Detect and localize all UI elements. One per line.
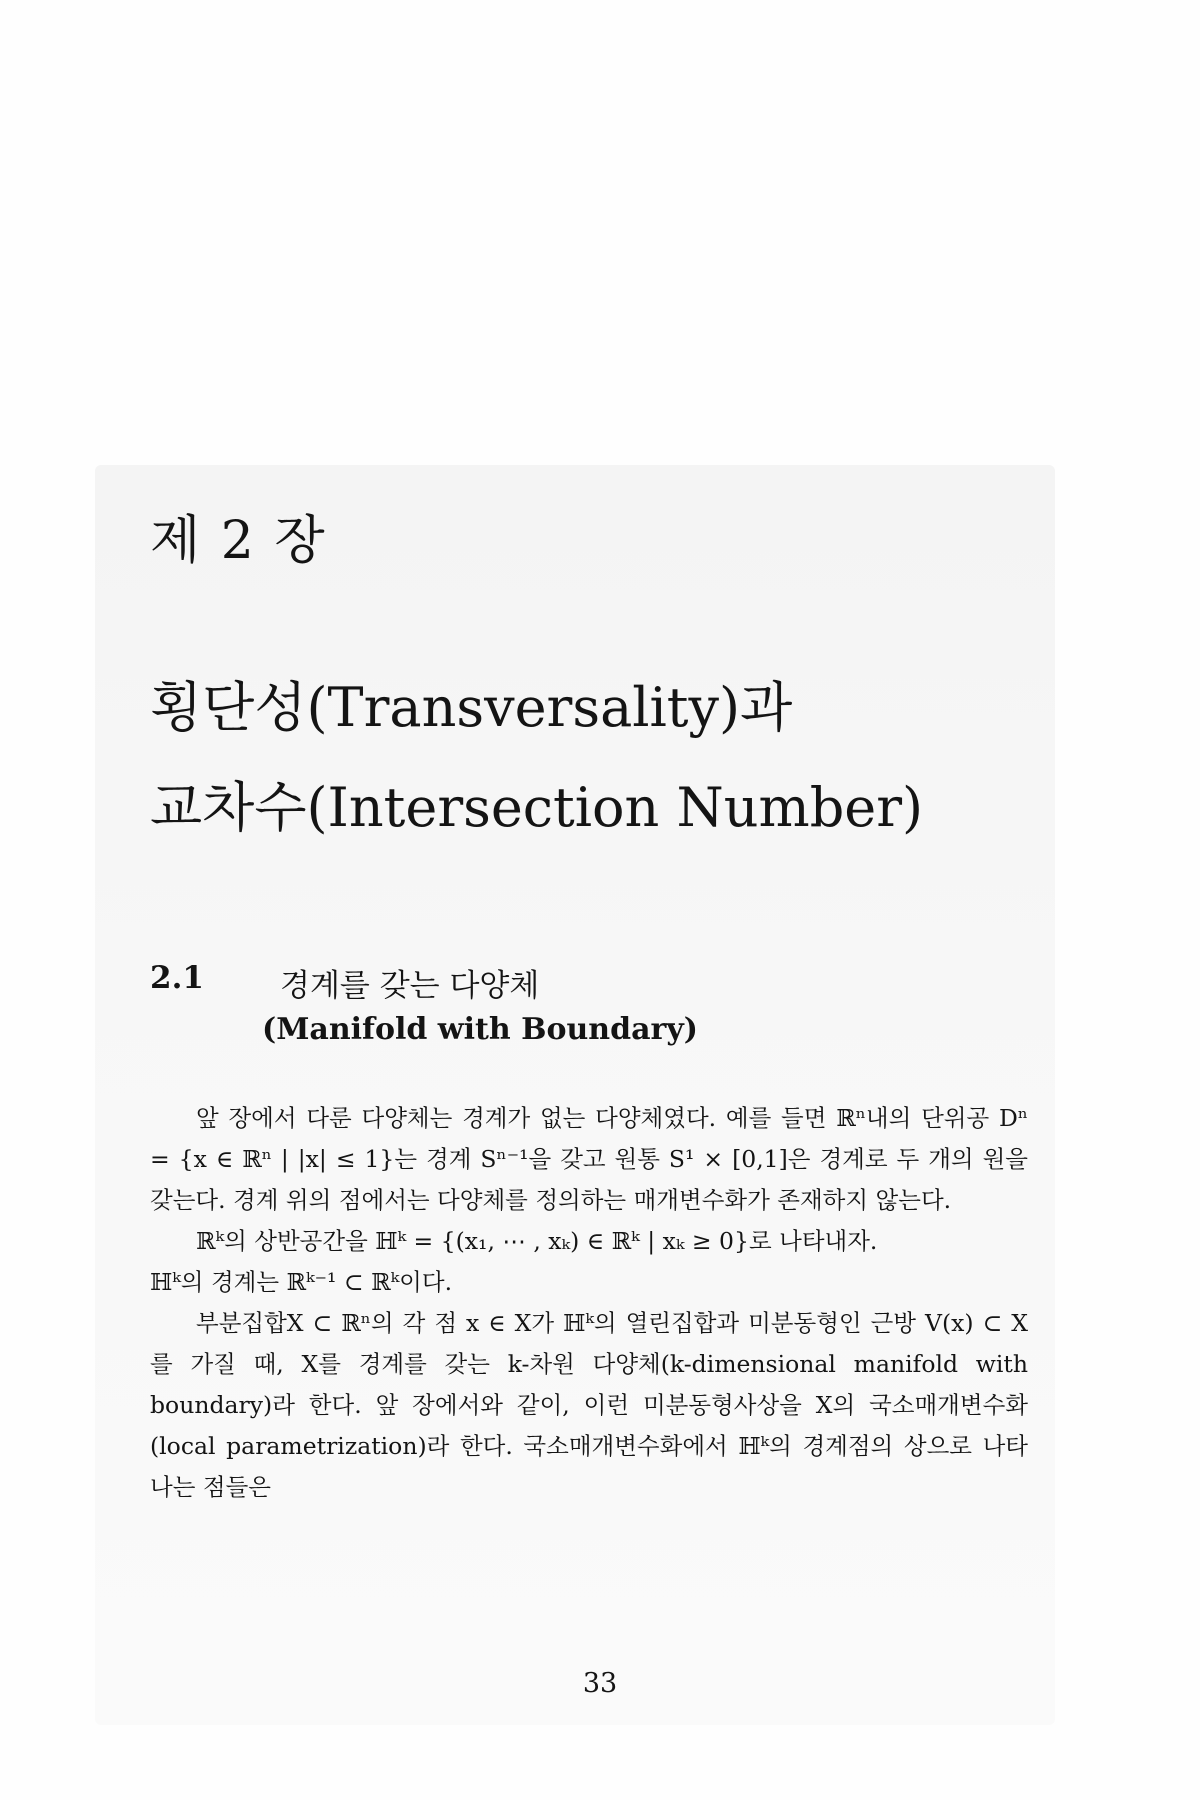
chapter-title-line-1: 횡단성(Transversality)과 bbox=[150, 676, 793, 739]
section-title-korean: 경계를 갖는 다양체 bbox=[280, 968, 540, 1004]
section-number: 2.1 bbox=[150, 960, 204, 996]
chapter-title bbox=[150, 658, 923, 858]
paragraph-half-space: ℝᵏ의 상반공간을 ℍᵏ = {(x₁, ⋯ , xₖ) ∈ ℝᵏ | xₖ ≥ 0}로 나타내자. bbox=[196, 1227, 878, 1255]
body-text bbox=[150, 1098, 1028, 1508]
page-background-shade bbox=[95, 465, 1055, 1725]
section-title-english: (Manifold with Boundary) bbox=[262, 1012, 698, 1047]
paragraph-half-space-boundary: ℍᵏ의 경계는 ℝᵏ⁻¹ ⊂ ℝᵏ이다. bbox=[150, 1268, 453, 1296]
chapter-title-line-2: 교차수(Intersection Number) bbox=[150, 776, 924, 839]
page-number: 33 bbox=[582, 1668, 618, 1699]
paragraph-boundary-intro: 앞 장에서 다룬 다양체는 경계가 없는 다양체였다. 예를 들면 ℝⁿ내의 단위공 Dⁿ = {x ∈ ℝⁿ | |x| ≤ 1}는 경계 Sⁿ⁻¹을 갖고 원통 S¹ × [0,1]은 경계로 두 개의 원을 갖는다. 경계 위의 점에서는 다양체를 정의하는 매개변수화가 존재하지 않는다. bbox=[150, 1104, 1028, 1214]
chapter-label: 제 2 장 bbox=[150, 511, 327, 571]
paragraph-definition: 부분집합X ⊂ ℝⁿ의 각 점 x ∈ X가 ℍᵏ의 열린집합과 미분동형인 근방 V(x) ⊂ X를 가질 때, X를 경계를 갖는 k-차원 다양체(k-dimensional manifold with boundary)라 한다. 앞 장에서와 같이, 이런 미분동형사상을 X의 국소매개변수화(local parametrization)라 한다. 국소매개변수화에서 ℍᵏ의 경계점의 상으로 나타나는 점들은 bbox=[150, 1309, 1028, 1501]
